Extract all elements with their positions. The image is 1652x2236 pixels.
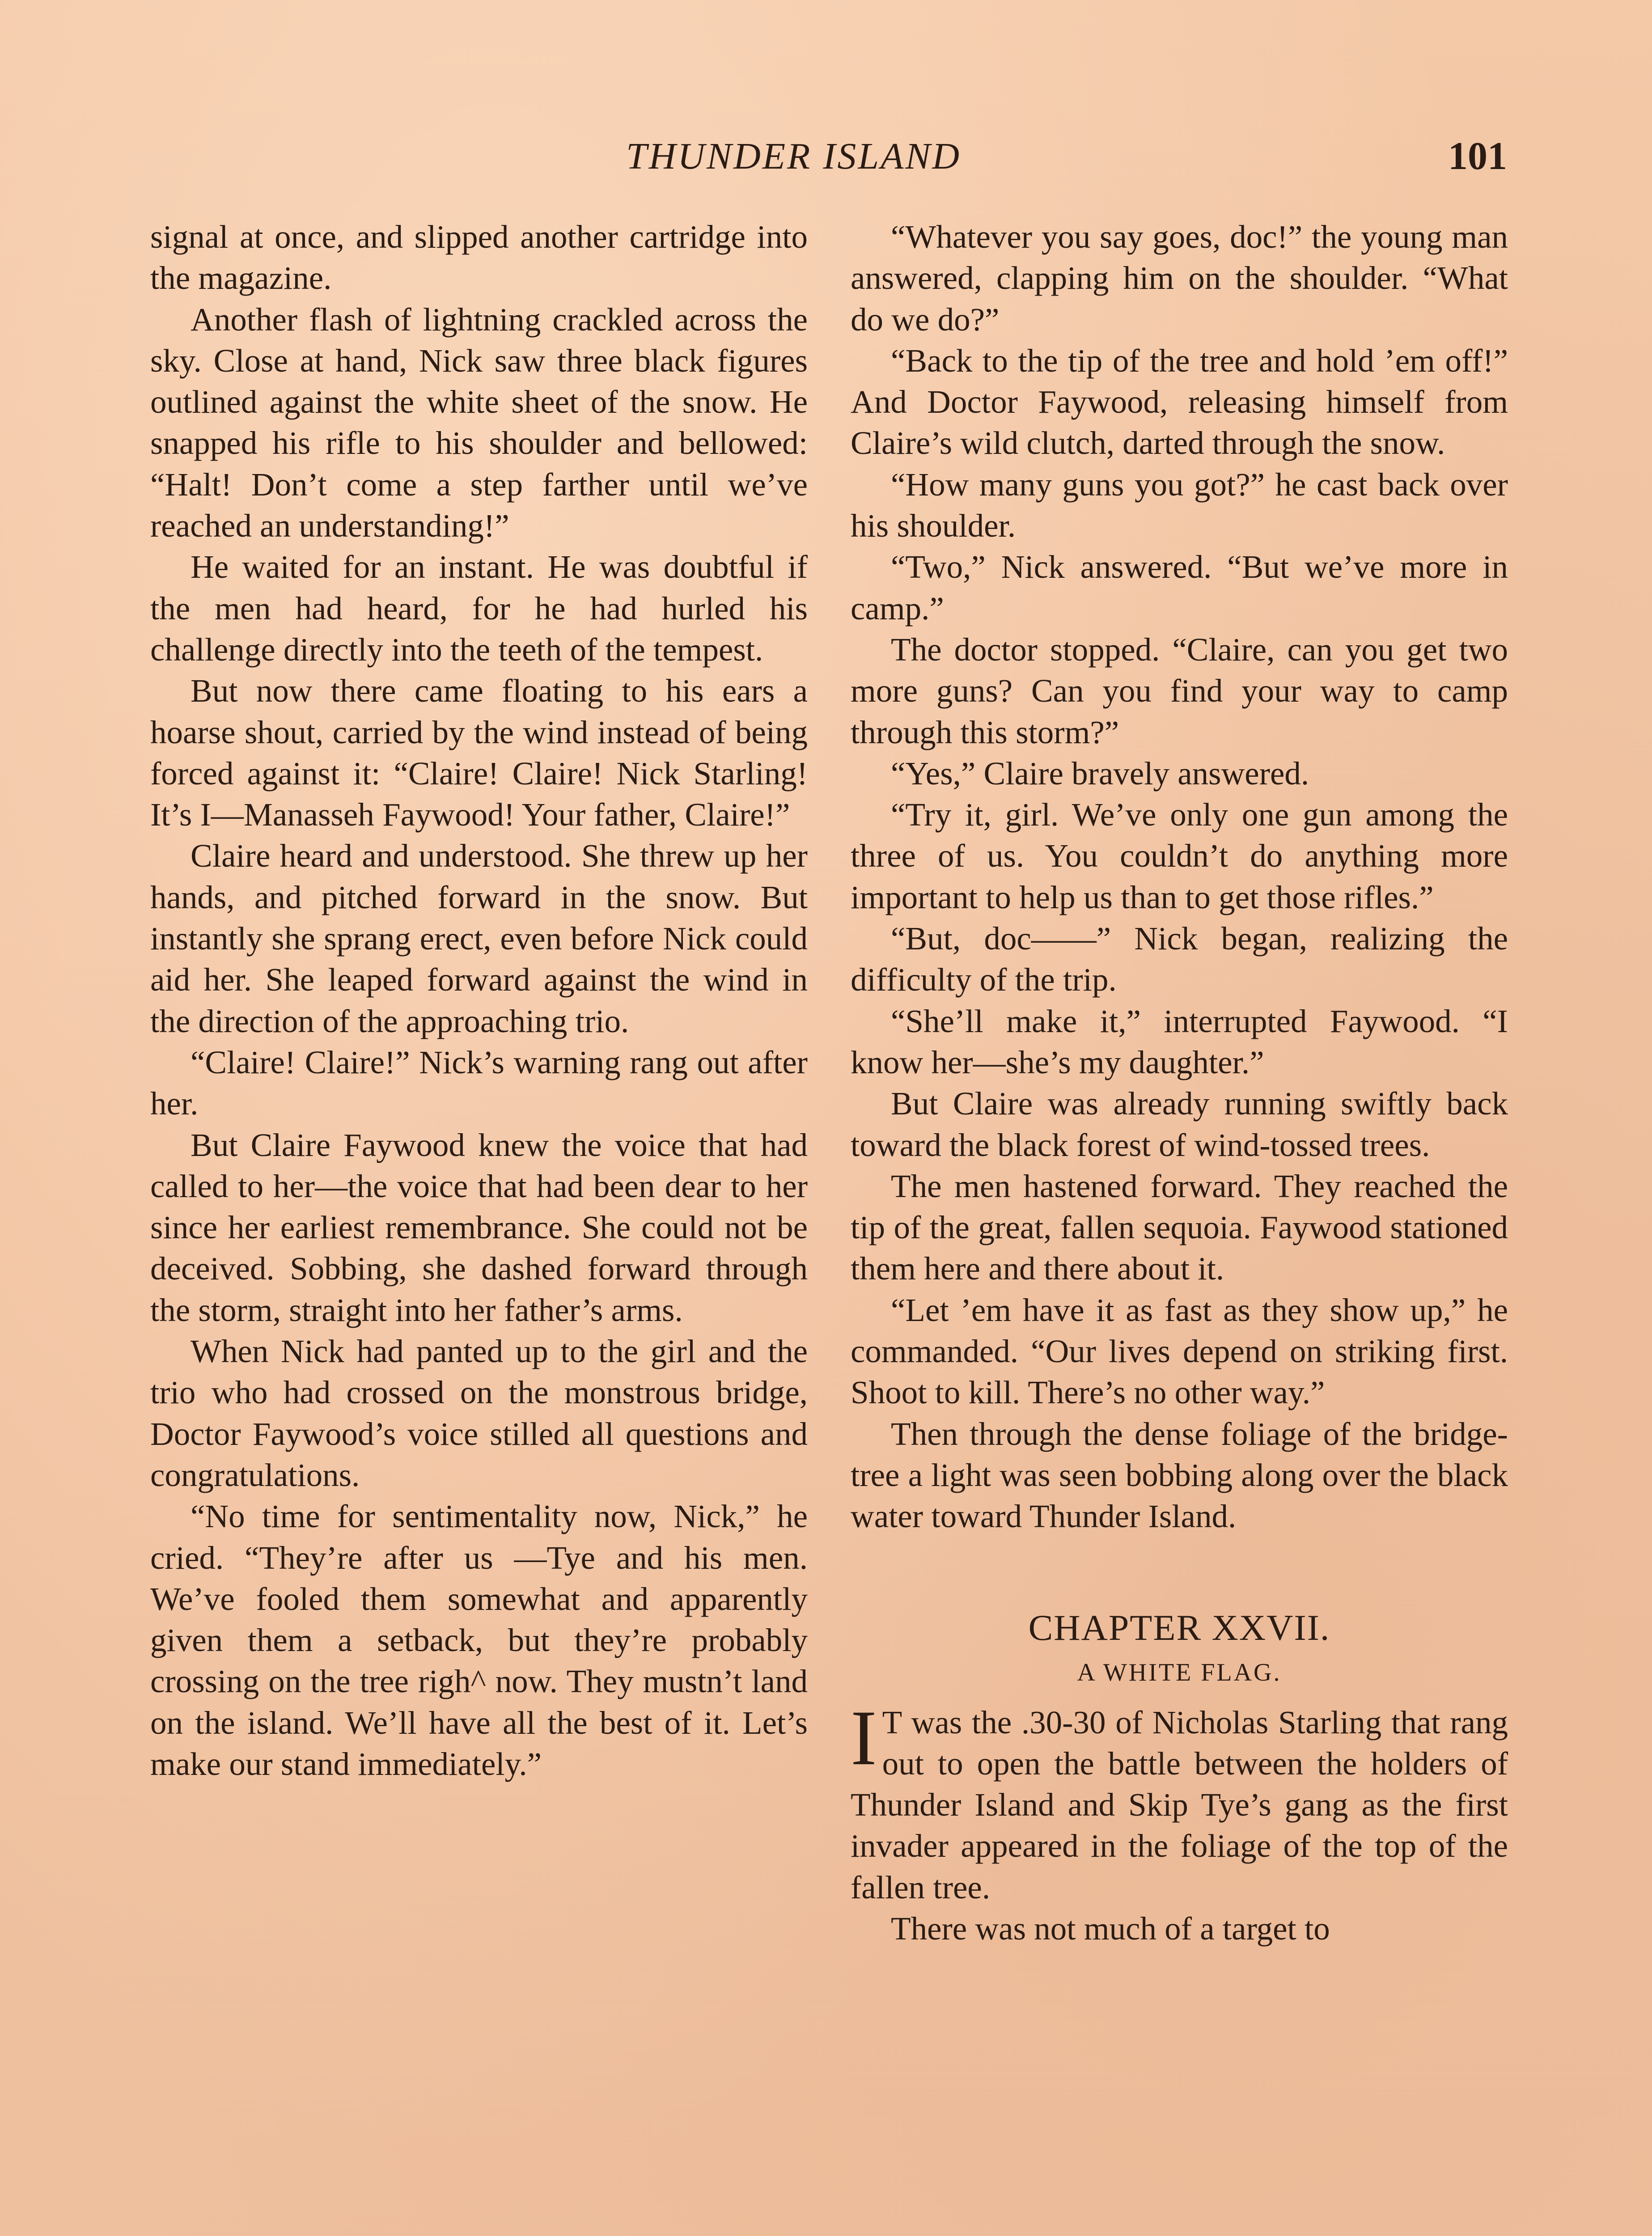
- chapter-opening-paragraph: [851, 1694, 1508, 1908]
- paragraph: Another flash of lightning crackled across the sky. Close at hand, Nick saw three black figures outlined against the white sheet of the snow. He snapped his rifle to his shoulder and bellowed: “Halt! Don’t come a step farther until we’ve reached an understanding!”: [150, 301, 808, 544]
- paragraph: “No time for sentimentality now, Nick,” he cried. “They’re after us —Tye and his men. We’ve fooled them somewhat and apparently given them a setback, but they’re probably crossing on the tree righ^ now. They mustn’t land on the island. We’ll have all the best of it. Let’s make our stand immediately.”: [150, 1498, 808, 1782]
- paragraph: “She’ll make it,” interrupted Faywood. “I know her—she’s my daughter.”: [851, 1003, 1508, 1080]
- paragraph: “Try it, girl. We’ve only one gun among the three of us. You couldn’t do anything more important to help us than to get those rifles.”: [851, 796, 1508, 915]
- paragraph: When Nick had panted up to the girl and the trio who had crossed on the monstrous bridge, Doctor Faywood’s voice stilled all questions and congratulations.: [150, 1333, 808, 1493]
- running-head: [0, 130, 1652, 183]
- chapter-opening-text: T was the .30-30 of Nicholas Starling that rang out to open the battle between the holders of Thunder Island and Skip Tye’s gang as the first invader appeared in the foliage of the top of the fallen tree.: [851, 1704, 1508, 1906]
- paragraph: signal at once, and slipped another cartridge into the magazine.: [150, 219, 808, 296]
- running-title: THUNDER ISLAND: [626, 136, 962, 177]
- right-column: [851, 216, 1508, 1949]
- paragraph: “Whatever you say goes, doc!” the young man answered, clapping him on the shoulder. “What do we do?”: [851, 219, 1508, 338]
- paragraph: Claire heard and understood. She threw up her hands, and pitched forward in the snow. But instantly she sprang erect, even before Nick could aid her. She leaped forward against the wind in the direction of the approaching trio.: [150, 838, 808, 1039]
- paragraph: “Let ’em have it as fast as they show up,” he commanded. “Our lives depend on striking first. Shoot to kill. There’s no other way.”: [851, 1292, 1508, 1411]
- paragraph: “Two,” Nick answered. “But we’ve more in camp.”: [851, 549, 1508, 627]
- paragraph: But now there came floating to his ears a hoarse shout, carried by the wind instead of being forced against it: “Claire! Claire! Nick Starling! It’s I—Manasseh Faywood! Your father, Claire!”: [150, 673, 808, 833]
- paragraph: “Back to the tip of the tree and hold ’em off!” And Doctor Faywood, releasing himself from Claire’s wild clutch, darted through the snow.: [851, 342, 1508, 462]
- paragraph: “Yes,” Claire bravely answered.: [891, 755, 1309, 792]
- paragraph: The men hastened forward. They reached the tip of the great, fallen sequoia. Faywood stationed them here and there about it.: [851, 1168, 1508, 1287]
- chapter-spacer: [851, 1537, 1508, 1605]
- chapter-subtitle: A WHITE FLAG.: [1077, 1658, 1282, 1686]
- left-column: [150, 216, 808, 1785]
- paragraph: Then through the dense foliage of the bridge-tree a light was seen bobbing along over the black water toward Thunder Island.: [851, 1415, 1508, 1535]
- chapter-title: CHAPTER XXVII.: [1028, 1607, 1330, 1648]
- paragraph: He waited for an instant. He was doubtful if the men had heard, for he had hurled his challenge directly into the teeth of the tempest.: [150, 549, 808, 668]
- page-number: 101: [1448, 135, 1507, 178]
- paragraph: But Claire Faywood knew the voice that had called to her—the voice that had been dear to her since her earliest remembrance. She could not be deceived. Sobbing, she dashed forward through the storm, straight into her father’s arms.: [150, 1126, 808, 1328]
- paragraph: “How many guns you got?” he cast back over his shoulder.: [851, 466, 1508, 544]
- paragraph: The doctor stopped. “Claire, can you get two more guns? Can you find your way to camp through this storm?”: [851, 631, 1508, 750]
- paragraph: There was not much of a target to: [891, 1910, 1330, 1947]
- paragraph: But Claire was already running swiftly back toward the black forest of wind-tossed trees.: [851, 1085, 1508, 1163]
- paragraph: “Claire! Claire!” Nick’s warning rang out after her.: [150, 1044, 808, 1122]
- paragraph: “But, doc——” Nick began, realizing the difficulty of the trip.: [851, 920, 1508, 998]
- drop-cap: I: [851, 1694, 877, 1782]
